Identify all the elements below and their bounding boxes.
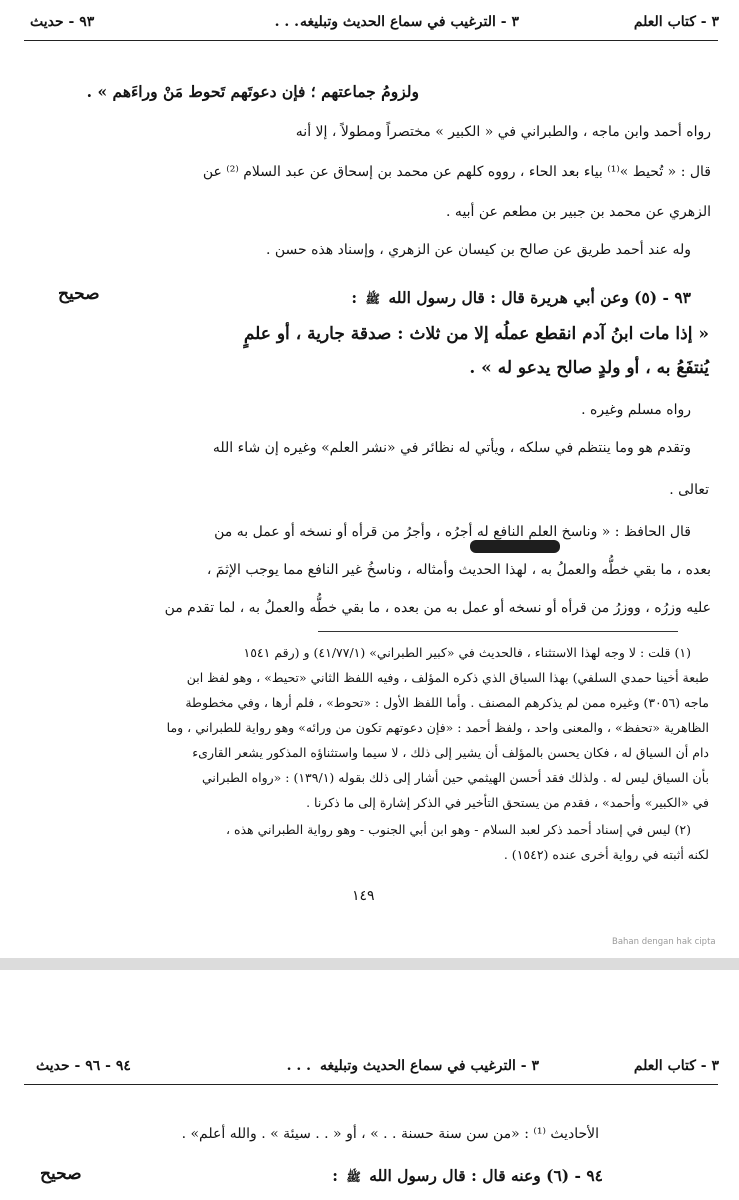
body-line: عليه وزرُه ، ووزرُ من قرأه أو نسخه أو عمل به من بعده ، ما بقي خطُّه والعملُ به ، لما تقدم من <box>164 600 711 616</box>
hadith-intro <box>332 1166 603 1187</box>
body-line: تعالى . <box>669 482 709 498</box>
body-line: قال الحافظ : « وناسخ العلم النافع له أجرُه ، وأجرُ من قرأه أو نسخه أو عمل به من <box>214 524 691 540</box>
body-line: رواه مسلم وغيره . <box>581 402 691 418</box>
footnote-rule <box>318 631 678 632</box>
header-book-title: ٣ - كتاب العلم <box>633 1058 719 1074</box>
header-rule <box>24 40 718 41</box>
header-chapter-title: ٣ - الترغيب في سماع الحديث وتبليغه <box>320 1058 539 1074</box>
copyright-watermark: Bahan dengan hak cipta <box>612 937 716 947</box>
book-page-next <box>0 970 739 1200</box>
honorific-glyph: ﷺ <box>365 292 381 306</box>
body-line: ولزومُ جماعتهم ؛ فإن دعوتَهم تَحوط مَنْ وراءَهم » . <box>86 82 419 101</box>
hadith-intro-colon: : <box>332 1166 338 1185</box>
hadith-intro: ٩٣ - (٥) وعن أبي هريرة قال : قال رسول الله ﷺ : <box>351 288 691 307</box>
hadith-intro-text: ٩٤ - (٦) وعنه قال : قال رسول الله <box>369 1166 603 1185</box>
body-line: وتقدم هو وما ينتظم في سلكه ، ويأتي له نظائر في «نشر العلم» وغيره إن شاء الله <box>212 440 691 456</box>
body-line: الأحاديث ⁽¹⁾ : «من سن سنة حسنة . . » ، أو « . . سيئة » . والله أعلم» . <box>181 1126 599 1142</box>
honorific-glyph: ﷺ <box>346 1170 361 1184</box>
redaction-bar <box>470 540 560 553</box>
body-line: رواه أحمد وابن ماجه ، والطبراني في « الكبير » مختصراً ومطولاً ، إلا أنه <box>295 124 711 140</box>
page-number: ١٤٩ <box>352 888 375 904</box>
hadith-grade-label: صحيح <box>40 1164 82 1184</box>
body-line: قال : « تُحيط »⁽¹⁾ بياء بعد الحاء ، رووه كلهم عن محمد بن إسحاق عن عبد السلام ⁽²⁾ عن <box>202 164 711 180</box>
footnote-line: ماجه (٣٠٥٦) وغيره ممن لم يذكرهم المصنف . وأما اللفظ الأول : «تحوط» ، فلم أرها ، وفي مخطوطة <box>185 695 709 710</box>
footnote-line: (١) قلت : لا وجه لهذا الاستثناء ، فالحديث في «كبير الطبراني» (٤١/٧٧/١) و (رقم ١٥٤١ <box>243 645 691 660</box>
body-line: الزهري عن محمد بن جبير بن مطعم عن أبيه . <box>446 204 711 220</box>
hadith-intro-text: ٩٣ - (٥) وعن أبي هريرة قال : قال رسول الله <box>388 288 691 307</box>
body-line: وله عند أحمد طريق عن صالح بن كيسان عن الزهري ، وإسناد هذه حسن . <box>265 242 691 258</box>
footnote-line: (٢) ليس في إسناد أحمد ذكر لعبد السلام - وهو ابن أبي الجنوب - وهو رواية الطبراني هذه ، <box>225 822 691 837</box>
hadith-text-line: يُنتفَعُ به ، أو ولدٍ صالح يدعو له » . <box>469 358 709 378</box>
header-chapter-title: ٣ - الترغيب في سماع الحديث وتبليغه <box>300 14 519 30</box>
footnote-line: دام أن السياق له ، فكان يحسن بالمؤلف أن يشير إلى ذلك ، لا سيما واستثناؤه المذكور يشعر القارىء <box>192 745 709 760</box>
hadith-grade-label: صحيح <box>58 284 100 304</box>
footnote-line: لكنه أثبته في رواية أخرى عنده (١٥٤٢) . <box>503 847 709 862</box>
footnote-line: بأن السياق ليس له . ولذلك فقد أحسن الهيثمي حين أشار إلى ذلك بقوله (١٣٩/١) : «رواه الطبراني <box>202 770 709 785</box>
header-book-title: ٣ - كتاب العلم <box>633 14 719 30</box>
body-line: بعده ، ما بقي خطُّه والعملُ به ، لهذا الحديث وأمثاله ، وناسخُ غير النافع مما يوجب الإثمَ ، <box>206 562 711 578</box>
footnote-line: الظاهرية «تحفظ» ، والمعنى واحد ، ولفظ أحمد : «فإن دعوتهم تكون من ورائه» وهو رواية للطبراني ، وما <box>166 720 709 735</box>
footnote-line: في «الكبير» وأحمد» ، فقدم من يستحق التأخير في الذكر إشارة إلى ما ذكرنا . <box>306 795 709 810</box>
header-hadith-range: ٩٣ - حديث <box>30 14 95 30</box>
footnote-line: طبعة أخينا حمدي السلفي) بهذا السياق الذي ذكره المؤلف ، وفيه اللفظ الثاني «تحيط» ، وهو لفظ ابن <box>186 670 709 685</box>
header-hadith-range: ٩٤ - ٩٦ - حديث <box>36 1058 131 1074</box>
header-rule <box>24 1084 718 1085</box>
header-dots: . . . <box>274 14 299 30</box>
hadith-text-line: « إذا مات ابنُ آدم انقطع عملُه إلا من ثلاث : صدقة جارية ، أو علمٍ <box>243 324 709 344</box>
header-dots: . . . <box>286 1058 311 1074</box>
